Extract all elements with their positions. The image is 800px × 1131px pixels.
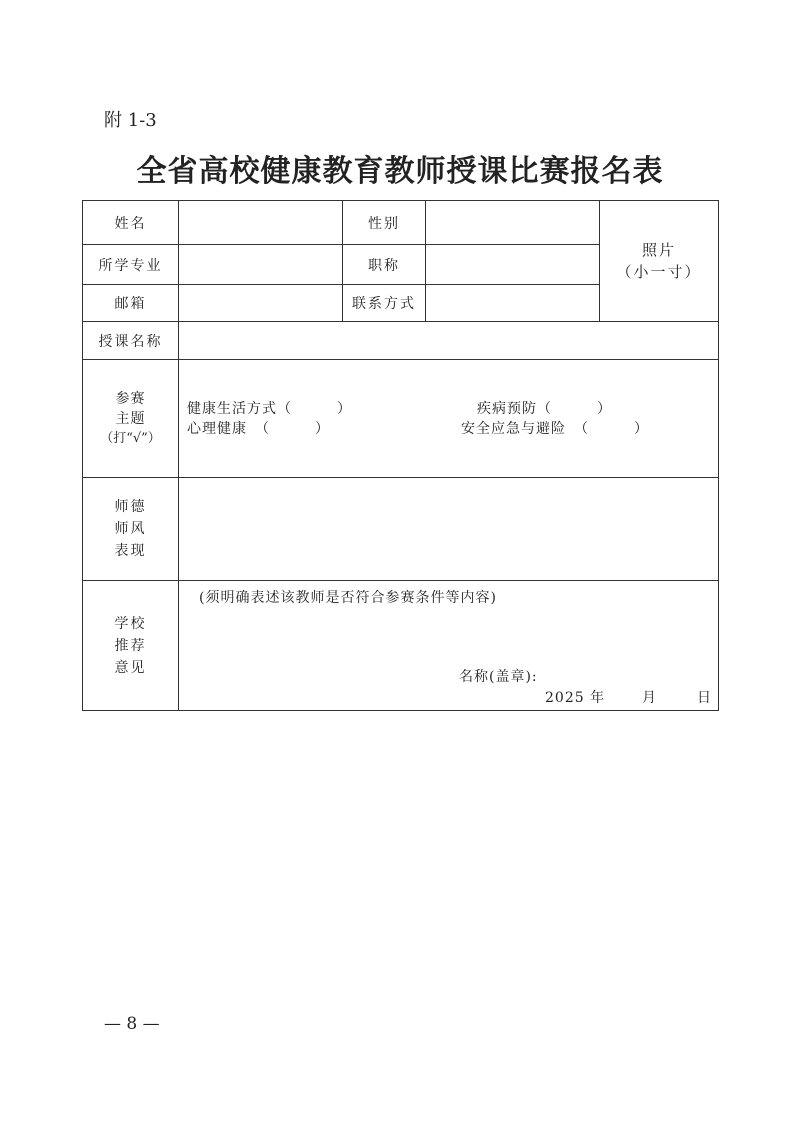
photo-size-label: （小一寸） [616,263,702,281]
date-year: 2025 年 [545,690,606,706]
page-title: 全省高校健康教育教师授课比赛报名表 [136,154,664,189]
contact-label: 联系方式 [342,284,426,322]
theme-label: 参赛 主题 （打“√”） [82,359,179,478]
theme-option-disease-prevention[interactable]: 疾病预防（ ） [477,401,612,417]
theme-option-safety-emergency[interactable]: 安全应急与避险 （ ） [461,421,649,437]
email-label: 邮箱 [82,284,179,322]
theme-option-mental-health[interactable]: 心理健康 （ ） [187,421,330,437]
photo-box[interactable] [599,200,719,322]
major-label: 所学专业 [82,244,179,285]
date-month: 月 [642,690,657,706]
date-day: 日 [697,690,712,706]
title-field[interactable] [425,244,600,285]
recommend-note: (须明确表述该教师是否符合参赛条件等内容) [199,590,497,606]
seal-label: 名称(盖章): [459,669,538,685]
course-label: 授课名称 [82,321,179,360]
email-field[interactable] [178,284,343,322]
name-label: 姓名 [82,200,179,245]
major-field[interactable] [178,244,343,285]
contact-field[interactable] [425,284,600,322]
gender-field[interactable] [425,200,600,245]
attachment-label: 附 1-3 [104,110,157,131]
theme-options [178,359,719,478]
gender-label: 性别 [342,200,426,245]
photo-label: 照片 [641,241,676,259]
page-number: — 8 — [104,1014,160,1034]
recommend-field[interactable] [178,580,719,711]
registration-form-table [82,200,719,711]
name-field[interactable] [178,200,343,245]
course-field[interactable] [178,321,719,360]
recommend-label: 学校 推荐 意见 [82,580,179,711]
theme-option-healthy-lifestyle[interactable]: 健康生活方式（ ） [187,401,352,417]
ethics-label: 师德 师风 表现 [82,477,179,581]
ethics-field[interactable] [178,477,719,581]
title-label: 职称 [342,244,426,285]
